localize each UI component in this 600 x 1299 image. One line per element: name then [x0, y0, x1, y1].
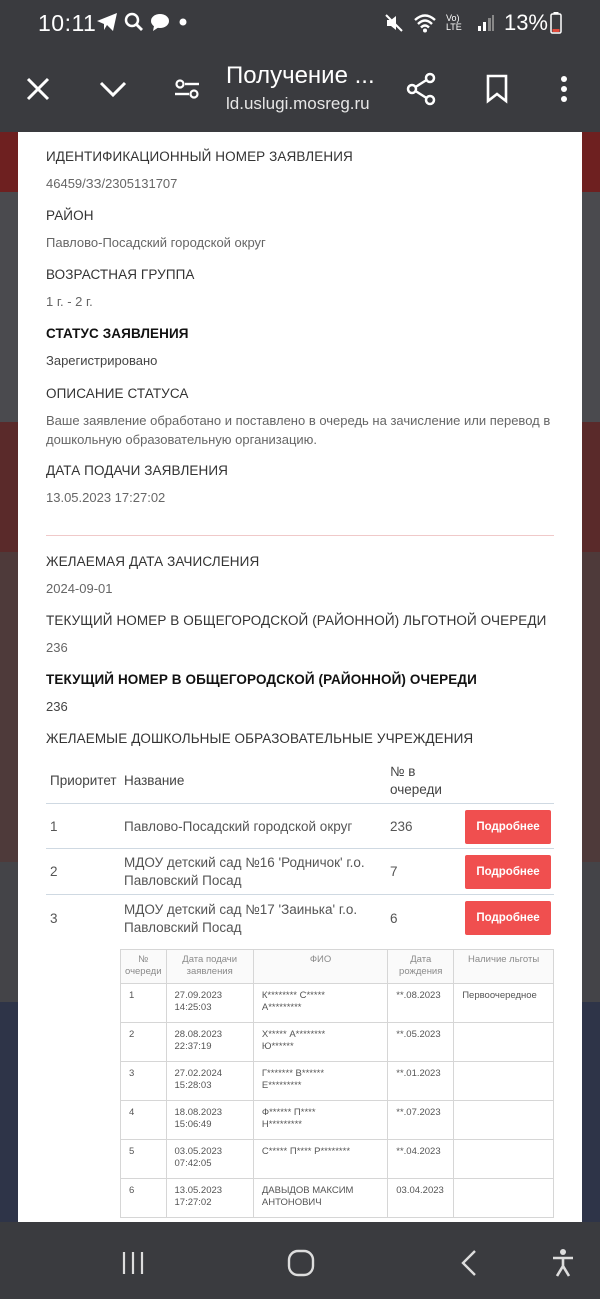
- cell-benefit: [454, 1062, 554, 1101]
- table-row: [121, 1101, 554, 1140]
- row2-name-line2: Павловский Посад: [124, 873, 242, 888]
- label-district: РАЙОН: [46, 208, 94, 223]
- close-icon: [25, 76, 51, 102]
- cell-date: 28.08.2023 22:37:19: [166, 1023, 253, 1062]
- minimize-button[interactable]: [92, 68, 134, 110]
- header-submit-date: Дата подачи заявления: [166, 950, 253, 984]
- cell-benefit: [454, 1140, 554, 1179]
- cell-benefit: Первоочередное: [454, 984, 554, 1023]
- cell-fio: Х***** А******** Ю******: [253, 1023, 387, 1062]
- row3-priority: 3: [50, 911, 58, 926]
- home-button[interactable]: [281, 1248, 321, 1278]
- table-row: [121, 1140, 554, 1179]
- cell-fio: Ф****** П**** Н*********: [253, 1101, 387, 1140]
- label-status: СТАТУС ЗАЯВЛЕНИЯ: [46, 326, 189, 341]
- label-general-queue: ТЕКУЩИЙ НОМЕР В ОБЩЕГОРОДСКОЙ (РАЙОННОЙ) ОЧЕРЕДИ: [46, 672, 477, 687]
- tune-icon: [173, 77, 201, 101]
- cell-fio: К******** С***** А*********: [253, 984, 387, 1023]
- mute-icon: [384, 13, 404, 33]
- lte-label: Vo) LTE: [445, 13, 462, 32]
- row1-queue: 236: [390, 819, 413, 834]
- field-application-id: [46, 149, 566, 193]
- queue-table-header: [121, 950, 554, 984]
- cell-birth: **.08.2023: [388, 984, 454, 1023]
- page-url[interactable]: ld.uslugi.mosreg.ru: [226, 94, 370, 113]
- row3-name-line2: Павловский Посад: [124, 920, 242, 935]
- field-district: [46, 208, 566, 252]
- close-button[interactable]: [17, 68, 59, 110]
- more-vertical-icon: [560, 75, 568, 103]
- field-desired-date: [46, 554, 566, 598]
- value-desired-date: 2024-09-01: [46, 581, 113, 596]
- cell-num: 5: [121, 1140, 167, 1179]
- header-queue-line2: очереди: [390, 782, 442, 797]
- cell-date: 03.05.2023 07:42:05: [166, 1140, 253, 1179]
- cell-date: 18.08.2023 15:06:49: [166, 1101, 253, 1140]
- label-application-id: ИДЕНТИФИКАЦИОННЫЙ НОМЕР ЗАЯВЛЕНИЯ: [46, 149, 353, 164]
- label-benefit-queue: ТЕКУЩИЙ НОМЕР В ОБЩЕГОРОДСКОЙ (РАЙОННОЙ) ЛЬГОТНОЙ ОЧЕРЕДИ: [46, 613, 547, 628]
- header-name: Название: [124, 773, 185, 788]
- status-time: 10:11: [38, 10, 97, 36]
- signal-icon: [477, 14, 495, 32]
- bookmark-button[interactable]: [476, 68, 518, 110]
- chat-bubble-icon: [150, 12, 170, 32]
- back-icon: [460, 1249, 478, 1277]
- row-divider: [46, 848, 554, 849]
- queue-detail-table: [120, 949, 554, 1218]
- status-notification-icons: [96, 12, 190, 32]
- table-row: [121, 1023, 554, 1062]
- field-general-queue: [46, 672, 566, 716]
- label-age-group: ВОЗРАСТНАЯ ГРУППА: [46, 267, 195, 282]
- table-row: [121, 1062, 554, 1101]
- cell-fio: ДАВЫДОВ МАКСИМ АНТОНОВИЧ: [253, 1179, 387, 1218]
- cell-date: 13.05.2023 17:27:02: [166, 1179, 253, 1218]
- header-birth-date: Дата рождения: [388, 950, 454, 984]
- header-queue-line1: № в: [390, 764, 416, 779]
- field-status-description: [46, 386, 566, 449]
- cell-date: 27.09.2023 14:25:03: [166, 984, 253, 1023]
- row2-name-line1: МДОУ детский сад №16 'Родничок' г.о.: [124, 855, 365, 870]
- row3-queue: 6: [390, 911, 398, 926]
- battery-icon: [550, 12, 562, 34]
- share-icon: [405, 72, 437, 106]
- row-divider: [46, 803, 554, 804]
- details-button-row1[interactable]: Подробнее: [465, 810, 551, 844]
- value-application-id: 46459/ЗЗ/2305131707: [46, 176, 178, 191]
- cell-birth: **.01.2023: [388, 1062, 454, 1101]
- cell-num: 1: [121, 984, 167, 1023]
- field-status: [46, 326, 566, 370]
- header-priority: Приоритет: [50, 773, 117, 788]
- cell-fio: Г******* В****** Е*********: [253, 1062, 387, 1101]
- browser-toolbar: [0, 46, 600, 132]
- page-title: Получение ...: [226, 62, 375, 89]
- share-button[interactable]: [400, 68, 442, 110]
- header-fio: ФИО: [253, 950, 387, 984]
- cell-num: 3: [121, 1062, 167, 1101]
- row3-name-line1: МДОУ детский сад №17 'Заинька' г.о.: [124, 902, 358, 917]
- field-submit-date: [46, 463, 566, 507]
- home-icon: [287, 1249, 315, 1277]
- status-system-icons: [384, 10, 548, 36]
- label-submit-date: ДАТА ПОДАЧИ ЗАЯВЛЕНИЯ: [46, 463, 229, 478]
- wifi-icon: [413, 13, 437, 33]
- cell-benefit: [454, 1101, 554, 1140]
- accessibility-icon: [551, 1248, 575, 1278]
- back-button[interactable]: [449, 1248, 489, 1278]
- row2-queue: 7: [390, 864, 398, 879]
- value-general-queue: 236: [46, 699, 68, 714]
- value-submit-date: 13.05.2023 17:27:02: [46, 490, 166, 505]
- label-desired-date: ЖЕЛАЕМАЯ ДАТА ЗАЧИСЛЕНИЯ: [46, 554, 260, 569]
- cell-birth: **.05.2023: [388, 1023, 454, 1062]
- table-row: [121, 984, 554, 1023]
- value-benefit-queue: 236: [46, 640, 68, 655]
- battery-percent: 13%: [503, 10, 548, 35]
- cell-date: 27.02.2024 15:28:03: [166, 1062, 253, 1101]
- cell-birth: 03.04.2023: [388, 1179, 454, 1218]
- section-divider: [46, 535, 554, 536]
- field-age-group: [46, 267, 566, 311]
- application-details-modal: [18, 132, 582, 1222]
- header-benefit: Наличие льготы: [454, 950, 554, 984]
- label-status-description: ОПИСАНИЕ СТАТУСА: [46, 386, 189, 401]
- label-institutions: ЖЕЛАЕМЫЕ ДОШКОЛЬНЫЕ ОБРАЗОВАТЕЛЬНЫЕ УЧРЕЖДЕНИЯ: [46, 731, 474, 746]
- details-button-row3[interactable]: Подробнее: [465, 901, 551, 935]
- status-bar: [0, 0, 600, 46]
- value-status: Зарегистрировано: [46, 353, 158, 368]
- row-divider: [46, 894, 554, 895]
- cell-birth: **.04.2023: [388, 1140, 454, 1179]
- row1-priority: 1: [50, 819, 58, 834]
- site-settings-button[interactable]: [166, 68, 208, 110]
- recent-apps-button[interactable]: [113, 1248, 153, 1278]
- cell-benefit: [454, 1023, 554, 1062]
- row1-name: Павлово-Посадский городской округ: [124, 819, 353, 834]
- more-options-button[interactable]: [543, 68, 585, 110]
- field-benefit-queue: [46, 613, 566, 657]
- accessibility-button[interactable]: [543, 1248, 583, 1278]
- telegram-icon: [96, 12, 118, 32]
- cell-num: 4: [121, 1101, 167, 1140]
- cell-num: 6: [121, 1179, 167, 1218]
- table-row: [121, 1179, 554, 1218]
- search-icon: [124, 12, 144, 32]
- cell-benefit: [454, 1179, 554, 1218]
- chevron-down-icon: [98, 79, 128, 99]
- system-navigation-bar: [0, 1222, 600, 1299]
- field-institutions: [46, 731, 566, 746]
- cell-fio: С***** П**** Р********: [253, 1140, 387, 1179]
- recent-apps-icon: [120, 1250, 146, 1276]
- value-age-group: 1 г. - 2 г.: [46, 294, 93, 309]
- row2-priority: 2: [50, 864, 58, 879]
- cell-birth: **.07.2023: [388, 1101, 454, 1140]
- header-queue-number: № очереди: [121, 950, 167, 984]
- cell-num: 2: [121, 1023, 167, 1062]
- details-button-row2[interactable]: Подробнее: [465, 855, 551, 889]
- value-status-description: Ваше заявление обработано и поставлено в очередь на зачисление или перевод в дошкольную образовательную организацию.: [46, 413, 551, 447]
- value-district: Павлово-Посадский городской округ: [46, 235, 266, 250]
- dot-icon: [176, 15, 190, 29]
- bookmark-icon: [485, 74, 509, 104]
